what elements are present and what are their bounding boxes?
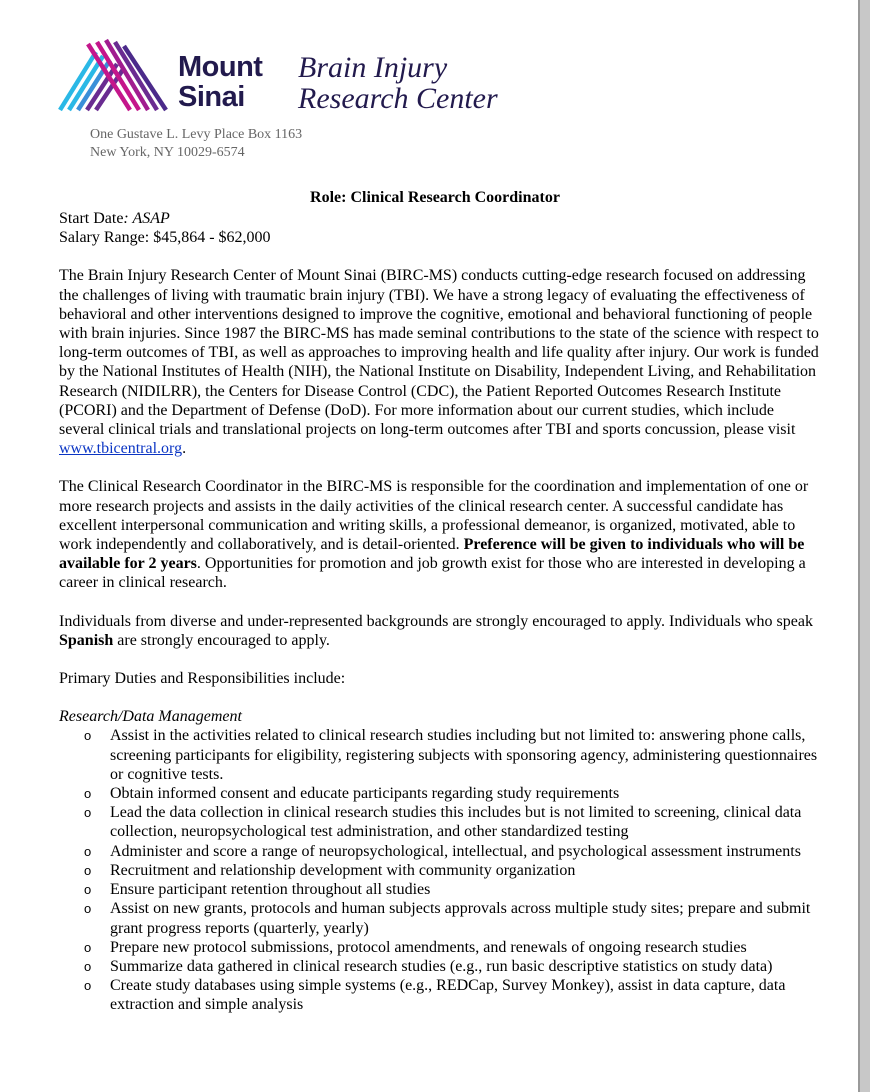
logo-center-name-line1: Brain Injury <box>298 51 448 84</box>
duty-text: Assist in the activities related to clinical research studies including but not limited to: answering phone calls, screening participants for eligibility, registering subjects with sponsoring agency, administering questionnaires or cognitive tests. <box>110 727 818 783</box>
bullet-icon: o <box>84 901 92 917</box>
bullet-icon: o <box>84 882 92 898</box>
bullet-icon: o <box>84 786 92 802</box>
page-title: Role: Clinical Research Coordinator <box>310 189 560 206</box>
role-text: The Clinical Research Coordinator in the BIRC-MS is responsible for the coordination and implementation of one or more research projects and assists in the daily activities of the clinical research center. A successful candidate has excellent interpersonal communication and writing skills, a professional demeanor, is organized, motivated, able to work independently and collaboratively, and is detail-oriented. <box>59 478 809 554</box>
bullet-icon: o <box>84 805 92 821</box>
duty-text: Recruitment and relationship development with community organization <box>110 861 576 879</box>
logo-center-name-line2: Research Center <box>298 82 498 115</box>
duty-text: Prepare new protocol submissions, protocol amendments, and renewals of ongoing research studies <box>110 938 747 956</box>
logo-wordmark-mount: Mount <box>178 51 263 83</box>
address-line-2: New York, NY 10029-6574 <box>90 145 245 160</box>
address-block <box>90 126 302 162</box>
start-date-line <box>59 209 819 228</box>
page-edge <box>860 0 870 1092</box>
list-item <box>59 938 819 957</box>
intro-paragraph <box>59 266 819 458</box>
spacer <box>59 650 819 669</box>
bullet-icon: o <box>84 728 92 744</box>
diversity-spanish-bold: Spanish <box>59 631 114 649</box>
role-paragraph <box>59 477 819 592</box>
intro-end: . <box>182 440 187 458</box>
start-date-colon: : <box>123 210 133 227</box>
diversity-paragraph <box>59 612 819 650</box>
bullet-icon: o <box>84 978 92 994</box>
spacer <box>59 458 819 477</box>
list-item <box>59 957 819 976</box>
bullet-icon: o <box>84 939 92 955</box>
diversity-text: Individuals from diverse and under-represented backgrounds are strongly encouraged to apply. Individuals who speak <box>59 612 813 630</box>
duty-text: Lead the data collection in clinical research studies this includes but is not limited to screening, clinical data collection, neuropsychological test administration, and other standardized testing <box>110 804 802 841</box>
duties-list <box>59 726 819 1014</box>
duty-text: Ensure participant retention throughout all studies <box>110 881 431 899</box>
tbicentral-link[interactable]: www.tbicentral.org <box>59 440 183 458</box>
address-line-1: One Gustave L. Levy Place Box 1163 <box>90 127 303 142</box>
bullet-icon: o <box>84 862 92 878</box>
duty-text: Create study databases using simple systems (e.g., REDCap, Survey Monkey), assist in data capture, data extraction and simple analysis <box>110 977 786 1014</box>
mount-sinai-logo-mark <box>58 38 176 112</box>
list-item <box>59 726 819 784</box>
salary-range: Salary Range: $45,864 - $62,000 <box>59 229 271 247</box>
list-item <box>59 861 819 880</box>
list-item <box>59 880 819 899</box>
duties-intro: Primary Duties and Responsibilities include: <box>59 670 346 688</box>
role-preference-bold: Preference will be given to individuals who will be available for 2 years <box>59 536 805 573</box>
start-date-value: ASAP <box>132 210 170 227</box>
list-item <box>59 784 819 803</box>
spacer <box>59 247 819 266</box>
role-end: . Opportunities for promotion and job growth exist for those who are interested in developing a career in clinical research. <box>59 555 806 592</box>
mount-sinai-logo <box>58 38 528 115</box>
list-item <box>59 803 819 841</box>
spacer <box>59 688 819 707</box>
diversity-end: are strongly encouraged to apply. <box>113 631 330 649</box>
spacer <box>59 593 819 612</box>
list-item <box>59 899 819 937</box>
bullet-icon: o <box>84 958 92 974</box>
duty-text: Administer and score a range of neuropsychological, intellectual, and psychological assessment instruments <box>110 842 801 860</box>
section-heading-research-data: Research/Data Management <box>59 708 242 726</box>
bullet-icon: o <box>84 843 92 859</box>
document-body <box>59 209 819 1015</box>
duty-text: Assist on new grants, protocols and human subjects approvals across multiple study sites; prepare and submit grant progress reports (quarterly, yearly) <box>110 900 811 937</box>
start-date-label: Start Date <box>59 210 124 227</box>
duty-text: Obtain informed consent and educate participants regarding study requirements <box>110 785 620 803</box>
duty-text: Summarize data gathered in clinical research studies (e.g., run basic descriptive statistics on study data) <box>110 957 773 975</box>
list-item <box>59 976 819 1014</box>
list-item <box>59 842 819 861</box>
intro-text: The Brain Injury Research Center of Mount Sinai (BIRC-MS) conducts cutting-edge research focused on addressing the challenges of living with traumatic brain injury (TBI). We have a strong legacy of evaluating the effectiveness of behavioral and other interventions designed to improve the cognitive, emotional and behavioral functioning of people with brain injuries. Since 1987 the BIRC-MS has made seminal contributions to the state of the science with respect to long-term outcomes of TBI, as well as approaches to improving health and life quality after injury. Our work is funded by the National Institutes of Health (NIH), the National Institute on Disability, Independent Living, and Rehabilitation Research (NIDILRR), the Centers for Disease Control (CDC), the Patient Reported Outcomes Research Institute (PCORI) and the Department of Defense (DoD). For more information about our current studies, which include several clinical trials and translational projects on long-term outcomes after TBI and sports concussion, please visit <box>59 267 819 439</box>
logo-wordmark-sinai: Sinai <box>178 81 245 113</box>
